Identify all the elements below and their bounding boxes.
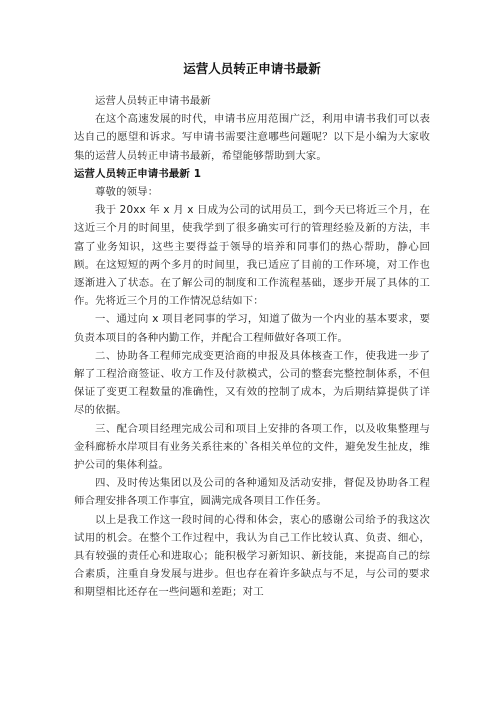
paragraph: 四、及时传达集团以及公司的各种通知及活动安排，督促及协助各工程师合理安排各项工作事宜，圆满完成各项目工作任务。 xyxy=(74,477,430,508)
paragraph: 三、配合项目经理完成公司和项目上安排的各项工作，以及收集整理与金科廊桥水岸项目有业务关系往来的`各相关单位的文件，避免发生扯皮，维护公司的集体利益。 xyxy=(74,422,430,472)
paragraph: 我于 20xx 年 x 月 x 日成为公司的试用员工，到今天已将近三个月，在这近三个月的时间里，使我学到了很多确实可行的管理经验及新的方法，丰富了业务知识，这些主要得益于领导的培养和同事们的热心帮助，静心回顾。在这短短的两个多月的时间里，我已适应了目前的工作环境，对工作也逐渐进入了状态。在了解公司的制度和工作流程基础，逐步开展了具体的工作。先将近三个月的工作情况总结如下： xyxy=(74,204,430,308)
paragraph: 一、通过向 x 项目老同事的学习，知道了做为一个内业的基本要求，要负责本项目的各种内勤工作，并配合工程师做好各项工作。 xyxy=(74,313,430,344)
paragraph: 在这个高速发展的时代，申请书应用范围广泛，利用申请书我们可以表达自己的愿望和诉求。写申请书需要注意哪些问题呢？以下是小编为大家收集的运营人员转正申请书最新，希望能够帮助到大家。 xyxy=(74,113,430,162)
paragraph: 二、协助各工程师完成变更洽商的申报及具体核查工作，使我进一步了解了工程洽商签证、收方工作及付款模式，公司的整套完整控制体系，不但保证了变更工程数量的准确性，又有效的控制了成本，为后期结算提供了详尽的依据。 xyxy=(74,349,430,417)
paragraph: 运营人员转正申请书最新 xyxy=(95,95,211,107)
document-title: 运营人员转正申请书最新 xyxy=(183,61,321,76)
paragraph: 运营人员转正申请书最新 1 xyxy=(74,167,202,180)
paragraph: 以上是我工作这一段时间的心得和体会，衷心的感谢公司给予的我这次试用的机会。在整个工作过程中，我认为自己工作比较认真、负责、细心，具有较强的责任心和进取心；能积极学习新知识、新技能，来提高自己的综合素质，注重自身发展与进步。但也存在着许多缺点与不足，与公司的要求和期望相比还存在一些问题和差距；对工 xyxy=(74,513,430,599)
document-body xyxy=(74,92,430,602)
paragraph: 尊敬的领导： xyxy=(95,186,159,199)
